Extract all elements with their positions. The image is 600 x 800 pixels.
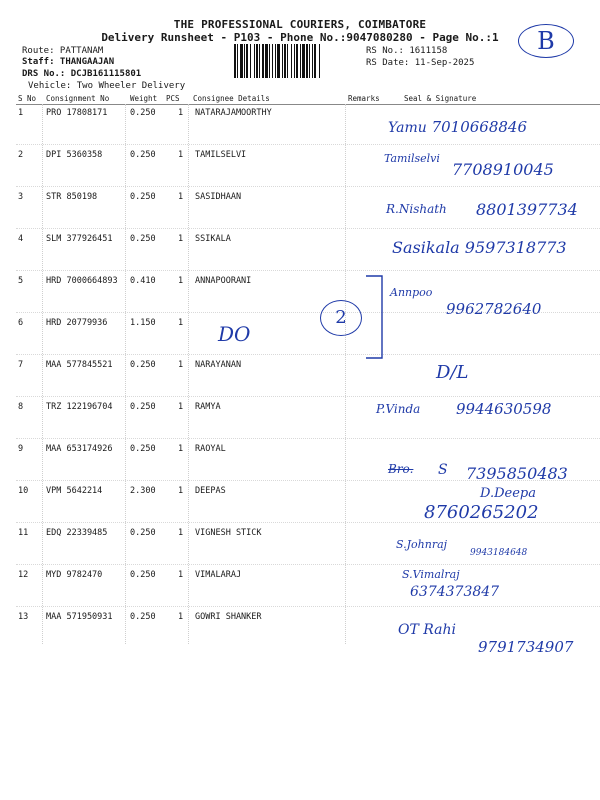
- barcode-bar: [312, 44, 313, 78]
- row-pcs: 1: [178, 486, 184, 496]
- row-divider: [16, 354, 600, 355]
- rs-date: RS Date: 11-Sep-2025: [366, 58, 475, 68]
- row-consignment-no: SLM 377926451: [46, 234, 113, 244]
- row-weight: 1.150: [130, 318, 156, 328]
- row-pcs: 1: [178, 318, 184, 328]
- row-weight: 0.250: [130, 360, 156, 370]
- company-title: THE PROFESSIONAL COURIERS, COIMBATORE: [173, 18, 427, 31]
- row-sno: 2: [18, 150, 24, 160]
- col-consignee: Consignee Details: [193, 94, 270, 103]
- handwritten-phone-11: 9943184648: [470, 548, 528, 558]
- row-weight: 0.250: [130, 150, 156, 160]
- handwritten-name-8: P.Vinda: [376, 402, 421, 416]
- row-consignee-name: RAOYAL: [195, 444, 226, 454]
- barcode-bar: [296, 44, 298, 78]
- barcode-bar: [319, 44, 320, 78]
- row-pcs: 1: [178, 612, 184, 622]
- row-sno: 1: [18, 108, 24, 118]
- row-weight: 0.250: [130, 402, 156, 412]
- handwritten-name-11: S.Johnraj: [396, 538, 448, 551]
- row-sno: 7: [18, 360, 24, 370]
- row-divider: [16, 606, 600, 607]
- row-consignee-name: RAMYA: [195, 402, 221, 412]
- handwritten-phone-2: 7708910045: [452, 160, 554, 179]
- row-pcs: 1: [178, 108, 184, 118]
- row-consignment-no: TRZ 122196704: [46, 402, 113, 412]
- row-consignee-name: NATARAJAMOORTHY: [195, 108, 272, 118]
- handwritten-name-13: OT Rahi: [398, 622, 456, 638]
- row-weight: 0.250: [130, 234, 156, 244]
- row-sno: 11: [18, 528, 29, 538]
- barcode-bar: [237, 44, 238, 78]
- row-divider: [16, 144, 600, 145]
- row-consignee-name: GOWRI SHANKER: [195, 612, 262, 622]
- row-weight: 0.250: [130, 612, 156, 622]
- barcode-bar: [282, 44, 283, 78]
- barcode-bar: [250, 44, 251, 78]
- row-consignee-name: SASIDHAAN: [195, 192, 242, 202]
- barcode-bar: [314, 44, 316, 78]
- handwritten-phone-12: 6374373847: [410, 584, 500, 600]
- row-consignment-no: VPM 5642214: [46, 486, 103, 496]
- row-consignee-name: NARAYANAN: [195, 360, 242, 370]
- struck-out-mark: Bro.: [388, 462, 414, 476]
- row-weight: 2.300: [130, 486, 156, 496]
- handwritten-name-10: D.Deepa: [480, 486, 536, 501]
- row-sno: 4: [18, 234, 24, 244]
- row-pcs: 1: [178, 150, 184, 160]
- row-sno: 13: [18, 612, 29, 622]
- row-consignment-no: MAA 577845521: [46, 360, 113, 370]
- row-consignee-name: VIGNESH STICK: [195, 528, 262, 538]
- row-sno: 9: [18, 444, 24, 454]
- row-consignee-name: SSIKALA: [195, 234, 231, 244]
- col-weight: Weight: [130, 94, 158, 103]
- rs-number: RS No.: 1611158: [366, 46, 448, 56]
- col-sno: S No: [18, 94, 37, 103]
- barcode-bar: [246, 44, 248, 78]
- row-consignee-name: DEEPAS: [195, 486, 226, 496]
- row-divider: [16, 186, 600, 187]
- row-consignment-no: EDQ 22339485: [46, 528, 108, 538]
- col-pcs: PCS: [166, 94, 180, 103]
- barcode-bar: [284, 44, 286, 78]
- vehicle-label: Vehicle: Two Wheeler Delivery: [28, 81, 186, 91]
- row-divider: [16, 396, 600, 397]
- barcode-bar: [262, 44, 264, 78]
- row-divider: [16, 228, 600, 229]
- row-divider: [16, 564, 600, 565]
- row-consignment-no: HRD 20779936: [46, 318, 108, 328]
- runsheet-subtitle: Delivery Runsheet - P103 - Phone No.:9047080280 - Page No.:1: [101, 31, 499, 44]
- row-pcs: 1: [178, 192, 184, 202]
- row-pcs: 1: [178, 528, 184, 538]
- handwritten-name-3: R.Nishath: [386, 202, 447, 216]
- handwritten-mark-7: D/L: [436, 362, 469, 383]
- barcode-bar: [306, 44, 308, 78]
- handwritten-phone-3: 8801397734: [476, 200, 578, 219]
- row-pcs: 1: [178, 444, 184, 454]
- staff-label: Staff: THANGAAJAN: [22, 57, 115, 67]
- barcode-bar: [244, 44, 245, 78]
- row-consignment-no: MYD 9782470: [46, 570, 103, 580]
- row-consignment-no: HRD 7000664893: [46, 276, 118, 286]
- barcode-bar: [287, 44, 288, 78]
- handwritten-phone-8: 9944630598: [456, 400, 552, 418]
- row-consignment-no: DPI 5360358: [46, 150, 103, 160]
- row-weight: 0.250: [130, 192, 156, 202]
- handwritten-phone-5: 9962782640: [446, 300, 542, 318]
- row-pcs: 1: [178, 570, 184, 580]
- handwritten-name-12: S.Vimalraj: [402, 568, 460, 581]
- row-sno: 3: [18, 192, 24, 202]
- row-consignment-no: MAA 653174926: [46, 444, 113, 454]
- barcode-bar: [269, 44, 270, 78]
- barcode-bar: [294, 44, 295, 78]
- row-pcs: 1: [178, 402, 184, 412]
- row-divider: [16, 270, 600, 271]
- handwritten-signature-1: Yamu 7010668846: [388, 118, 528, 136]
- barcode: [234, 44, 362, 78]
- handwritten-s-mark: S: [438, 462, 448, 478]
- barcode-bar: [275, 44, 276, 78]
- row-divider: [16, 438, 600, 439]
- circled-number-annotation: 2: [320, 300, 362, 336]
- row-weight: 0.250: [130, 444, 156, 454]
- row-consignment-no: PRO 17808171: [46, 108, 108, 118]
- row-weight: 0.250: [130, 108, 156, 118]
- row-consignee-name: TAMILSELVI: [195, 150, 247, 160]
- col-seal-signature: Seal & Signature: [404, 94, 477, 103]
- col-remarks: Remarks: [348, 94, 380, 103]
- col-consignment: Consignment No: [46, 94, 110, 103]
- row-consignment-no: MAA 571950931: [46, 612, 113, 622]
- barcode-bar: [240, 44, 243, 78]
- barcode-bar: [302, 44, 305, 78]
- route-label: Route: PATTANAM: [22, 46, 104, 56]
- handwritten-phone-10: 8760265202: [424, 502, 539, 523]
- row-weight: 0.250: [130, 528, 156, 538]
- barcode-bar: [256, 44, 258, 78]
- drs-number: DRS No.: DCJB161115801: [22, 69, 142, 79]
- barcode-bar: [259, 44, 260, 78]
- row-sno: 5: [18, 276, 24, 286]
- handwritten-phone-9: 7395850483: [466, 464, 568, 483]
- header-rule: [16, 104, 600, 105]
- handwritten-signature-2: Tamilselvi: [384, 152, 440, 165]
- row-sno: 10: [18, 486, 29, 496]
- bracket-annotation: [360, 272, 390, 362]
- row-consignee-name: ANNAPOORANI: [195, 276, 252, 286]
- row-consignee-name: VIMALARAJ: [195, 570, 242, 580]
- row-weight: 0.250: [130, 570, 156, 580]
- row-pcs: 1: [178, 234, 184, 244]
- row-sno: 8: [18, 402, 24, 412]
- row-consignment-no: STR 850198: [46, 192, 98, 202]
- barcode-bar: [291, 44, 292, 78]
- handwritten-name-5: Annpoo: [390, 286, 433, 299]
- handwritten-phone-13: 9791734907: [478, 638, 574, 656]
- row-sno: 12: [18, 570, 29, 580]
- barcode-bar: [272, 44, 273, 78]
- barcode-bar: [254, 44, 255, 78]
- handwritten-signature-4: Sasikala 9597318773: [392, 238, 567, 257]
- barcode-bar: [265, 44, 268, 78]
- row-pcs: 1: [178, 360, 184, 370]
- row-pcs: 1: [178, 276, 184, 286]
- barcode-bar: [277, 44, 280, 78]
- barcode-bar: [234, 44, 236, 78]
- row-sno: 6: [18, 318, 24, 328]
- handwritten-mark-6: DO: [218, 322, 251, 346]
- row-weight: 0.410: [130, 276, 156, 286]
- barcode-bar: [309, 44, 310, 78]
- circled-letter-annotation: B: [518, 24, 574, 58]
- barcode-bar: [300, 44, 301, 78]
